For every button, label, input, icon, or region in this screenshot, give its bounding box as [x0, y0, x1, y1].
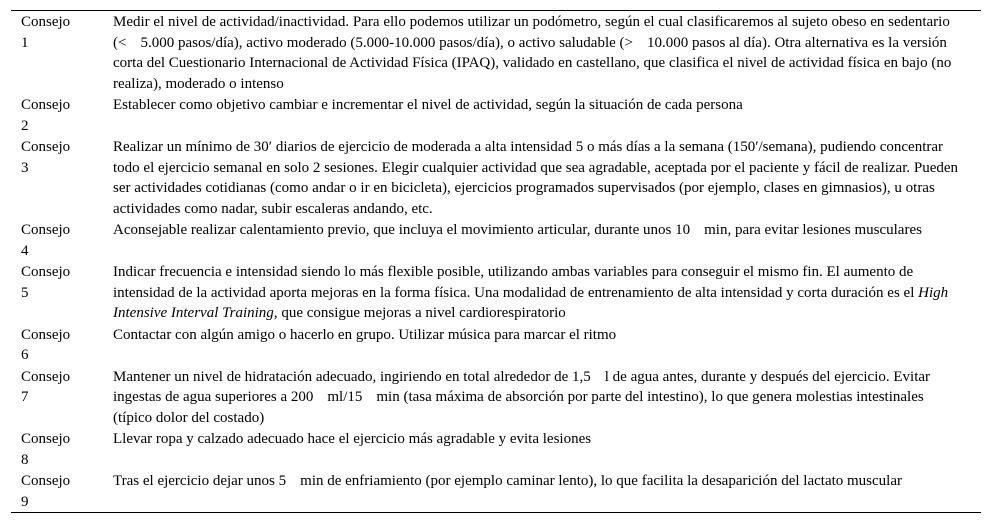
- advice-row: [11, 94, 981, 136]
- advice-row: [11, 136, 981, 219]
- advice-label: [11, 219, 113, 261]
- advice-label-number: 6: [21, 347, 29, 363]
- advice-label: [11, 470, 113, 513]
- advice-text: [113, 219, 981, 261]
- advice-text-segment: ml/15: [327, 389, 363, 405]
- advice-table-container: [11, 10, 981, 513]
- advice-label-word: Consejo: [21, 431, 71, 447]
- advice-label: [11, 324, 113, 366]
- advice-label-word: Consejo: [21, 222, 71, 238]
- advice-label: [11, 136, 113, 219]
- advice-text-segment: 10.000 pasos al día). Otra alternativa es la versión corta del Cuestionario Internacional de Actividad Física (IPAQ), validado en castellano, que clasifica el nivel de actividad física en bajo (no realiza), moderado o intenso: [113, 34, 952, 92]
- advice-label-number: 3: [21, 159, 29, 176]
- advice-text: [113, 94, 981, 136]
- advice-table-body: [11, 11, 981, 513]
- advice-label-word: Consejo: [21, 264, 71, 280]
- advice-text-segment: Establecer como objetivo cambiar e incrementar el nivel de actividad, según la situación de cada persona: [113, 97, 743, 113]
- advice-text: [113, 261, 981, 324]
- advice-label: [11, 366, 113, 429]
- advice-label: [11, 428, 113, 470]
- advice-label-word: Consejo: [21, 473, 71, 489]
- advice-row: [11, 470, 981, 513]
- advice-label-word: Consejo: [21, 368, 71, 385]
- advice-text-segment: Contactar con algún amigo o hacerlo en grupo. Utilizar música para marcar el ritmo: [113, 326, 617, 343]
- advice-label-number: 8: [21, 451, 29, 468]
- advice-label: [11, 261, 113, 324]
- advice-text-italic: High Intensive Interval Training: [113, 284, 949, 321]
- advice-label-word: Consejo: [21, 326, 71, 343]
- advice-text: [113, 428, 981, 470]
- advice-row: [11, 11, 981, 95]
- advice-label-word: Consejo: [21, 97, 71, 113]
- advice-label: [11, 11, 113, 95]
- advice-label-number: 4: [21, 242, 29, 259]
- advice-label-number: 5: [21, 284, 29, 301]
- advice-text: [113, 11, 981, 95]
- advice-text-segment: Medir el nivel de actividad/inactividad. Para ello podemos utilizar un podómetro, según el cual clasificaremos al sujeto obeso en sedentario (<: [113, 14, 950, 51]
- advice-label-number: 9: [21, 493, 29, 510]
- advice-text: [113, 470, 981, 513]
- advice-text: [113, 366, 981, 429]
- advice-text-segment: 5.000 pasos/día), activo moderado (5.000-10.000 pasos/día), o activo saludable (>: [140, 34, 633, 51]
- advice-text-segment: min, para evitar lesiones musculares: [704, 222, 922, 238]
- advice-text-segment: Mantener un nivel de hidratación adecuado, ingiriendo en total alrededor de 1,5: [113, 368, 591, 385]
- advice-text: [113, 324, 981, 366]
- advice-text-segment: l de agua antes, durante y después del ejercicio. Evitar ingestas de agua superiores a 200: [113, 368, 931, 405]
- advice-text-segment: Aconsejable realizar calentamiento previo, que incluya el movimiento articular, durante unos 10: [113, 222, 691, 238]
- advice-text: [113, 136, 981, 219]
- advice-text-segment: min de enfriamiento (por ejemplo caminar lento), lo que facilita la desaparición del lactato muscular: [300, 473, 903, 489]
- advice-label-number: 1: [21, 34, 29, 51]
- advice-label-word: Consejo: [21, 14, 71, 30]
- advice-label-word: Consejo: [21, 139, 71, 155]
- advice-table: [11, 10, 981, 513]
- advice-text-segment: , que consigue mejoras a nivel cardiorespiratorio: [273, 305, 566, 321]
- advice-row: [11, 428, 981, 470]
- advice-text-segment: Indicar frecuencia e intensidad siendo lo más flexible posible, utilizando ambas variables para conseguir el mismo fin. El aumento de intensidad de la actividad aporta mejoras en la forma física. Una modalidad de entrenamiento de alta intensidad y corta duración es el: [113, 264, 919, 301]
- advice-text-segment: Realizar un mínimo de 30′ diarios de ejercicio de moderada a alta intensidad 5 o más días a la semana (150′/semana), pudiendo concentrar todo el ejercicio semanal en solo 2 sesiones. Elegir cualquier actividad que sea agradable, aceptada por el paciente y fácil de realizar. Pueden ser actividades cotidianas (como andar o ir en bicicleta), ejercicios programados supervisados (por ejemplo, clases en gimnasios), u otras actividades como nadar, subir escaleras andando, etc.: [113, 139, 959, 217]
- advice-row: [11, 261, 981, 324]
- advice-row: [11, 324, 981, 366]
- advice-label-number: 7: [21, 389, 29, 405]
- advice-text-segment: min (tasa máxima de absorción por parte del intestino), lo que genera molestias intestinales (típico dolor del costado): [113, 389, 924, 426]
- advice-text-segment: Llevar ropa y calzado adecuado hace el ejercicio más agradable y evita lesiones: [113, 431, 592, 447]
- advice-label: [11, 94, 113, 136]
- advice-text-segment: Tras el ejercicio dejar unos 5: [113, 473, 287, 489]
- advice-label-number: 2: [21, 117, 29, 134]
- advice-row: [11, 219, 981, 261]
- advice-row: [11, 366, 981, 429]
